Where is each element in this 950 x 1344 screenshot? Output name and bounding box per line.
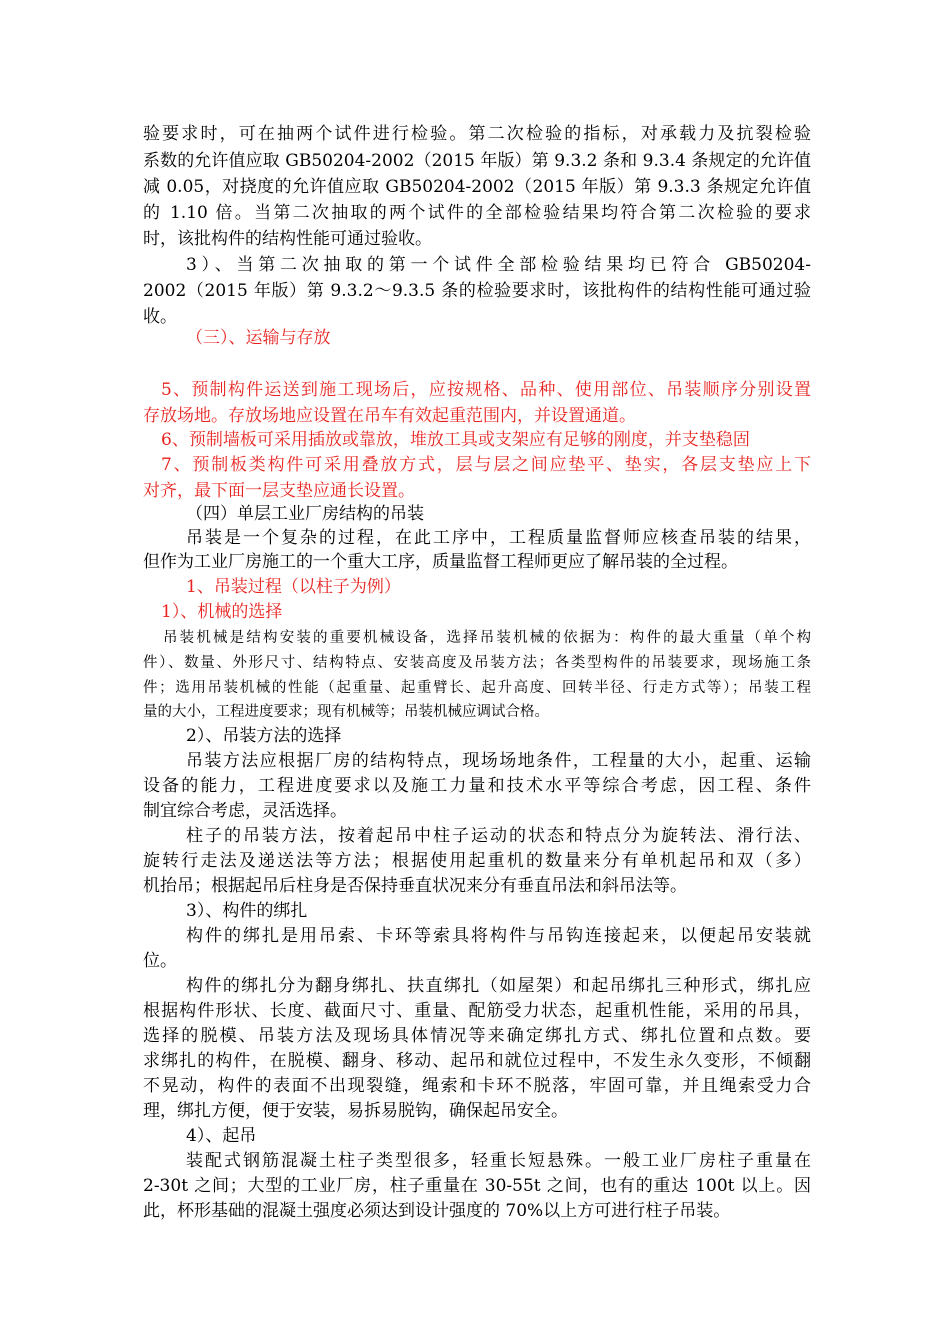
paragraph-line: 选择的脱模、吊装方法及现场具体情况等来确定绑扎方式、绑扎位置和点数。要 <box>143 1026 811 1046</box>
paragraph-line: 吊装方法应根据厂房的结构特点，现场场地条件，工程量的大小，起重、运输 <box>186 751 811 771</box>
paragraph-line: 时，该批构件的结构性能可通过验收。 <box>143 229 432 249</box>
paragraph-line: 系数的允许值应取 GB50204-2002（2015 年版）第 9.3.2 条和 9.3.4 条规定的允许值 <box>143 151 811 171</box>
paragraph-line: 设备的能力，工程进度要求以及施工力量和技术水平等综合考虑，因工程、条件 <box>143 776 811 796</box>
paragraph-line: 2002（2015 年版）第 9.3.2～9.3.5 条的检验要求时，该批构件的结构性能可通过验 <box>143 281 811 301</box>
paragraph-line: 存放场地。存放场地应设置在吊车有效起重范围内，并设置通道。 <box>143 406 636 426</box>
paragraph-line: 3）、当第二次抽取的第一个试件全部检验结果均已符合 GB50204- <box>186 255 811 275</box>
paragraph-line: 减 0.05，对挠度的允许值应取 GB50204-2002（2015 年版）第 9.3.3 条规定允许值 <box>143 177 811 197</box>
paragraph-line: 件；选用吊装机械的性能（起重量、起重臂长、起升高度、回转半径、行走方式等）；吊装工程 <box>143 680 811 696</box>
paragraph-line: 柱子的吊装方法，按着起吊中柱子运动的状态和特点分为旋转法、滑行法、 <box>186 826 811 846</box>
paragraph-line: 机抬吊；根据起吊后柱身是否保持垂直状况来分有垂直吊法和斜吊法等。 <box>143 876 687 896</box>
paragraph-line: 但作为工业厂房施工的一个重大工序，质量监督工程师更应了解吊装的全过程。 <box>143 552 738 572</box>
subheading-hoisting-process: 1、吊装过程（以柱子为例） <box>186 577 401 597</box>
paragraph-line: 装配式钢筋混凝土柱子类型很多，轻重长短悬殊。一般工业厂房柱子重量在 <box>186 1151 811 1171</box>
paragraph-line: 此，杯形基础的混凝土强度必须达到设计强度的 70%以上方可进行柱子吊装。 <box>143 1201 731 1221</box>
paragraph-line: 对齐，最下面一层支垫应通长设置。 <box>143 481 415 501</box>
paragraph-line: 不晃动，构件的表面不出现裂缝，绳索和卡环不脱落，牢固可靠，并且绳索受力合 <box>143 1076 811 1096</box>
paragraph-line: 吊装是一个复杂的过程，在此工序中，工程质量监督师应核查吊装的结果， <box>186 528 811 548</box>
paragraph-line: 求绑扎的构件，在脱模、翻身、移动、起吊和就位过程中，不发生永久变形，不倾翻 <box>143 1051 811 1071</box>
paragraph-line: 的 1.10 倍。当第二次抽取的两个试件的全部检验结果均符合第二次检验的要求 <box>143 203 811 223</box>
paragraph-line: 6、预制墙板可采用插放或靠放，堆放工具或支架应有足够的刚度，并支垫稳固 <box>161 430 750 450</box>
paragraph-line: 理，绑扎方便，便于安装，易拆易脱钩，确保起吊安全。 <box>143 1101 568 1121</box>
section-heading-transport: （三）、运输与存放 <box>186 328 331 348</box>
paragraph-line: 制宜综合考虑，灵活选择。 <box>143 801 347 821</box>
subheading-method-selection: 2）、吊装方法的选择 <box>186 726 342 746</box>
paragraph-line: 位。 <box>143 951 177 971</box>
subheading-lifting: 4）、起吊 <box>186 1126 257 1146</box>
paragraph-line: 5、预制构件运送到施工现场后，应按规格、品种、使用部位、吊装顺序分别设置 <box>161 380 811 400</box>
paragraph-line: 旋转行走法及递送法等方法；根据使用起重机的数量来分有单机起吊和双（多） <box>143 851 811 871</box>
paragraph-line: 收。 <box>143 307 177 327</box>
paragraph-line: 根据构件形状、长度、截面尺寸、重量、配筋受力状态，起重机性能，采用的吊具， <box>143 1001 811 1021</box>
paragraph-line: 量的大小，工程进度要求；现有机械等；吊装机械应调试合格。 <box>143 704 549 720</box>
paragraph-line: 7、预制板类构件可采用叠放方式，层与层之间应垫平、垫实，各层支垫应上下 <box>161 455 811 475</box>
subheading-machine-selection: 1）、机械的选择 <box>161 602 283 622</box>
paragraph-line: 2-30t 之间；大型的工业厂房，柱子重量在 30-55t 之间，也有的重达 100t 以上。因 <box>143 1176 811 1196</box>
paragraph-line: 件）、数量、外形尺寸、结构特点、安装高度及吊装方法；各类型构件的吊装要求，现场施工条 <box>143 655 811 671</box>
paragraph-line: 吊装机械是结构安装的重要机械设备，选择吊装机械的依据为：构件的最大重量（单个构 <box>163 630 811 646</box>
paragraph-line: 构件的绑扎是用吊索、卡环等索具将构件与吊钩连接起来，以便起吊安装就 <box>186 926 811 946</box>
paragraph-line: 验要求时，可在抽两个试件进行检验。第二次检验的指标，对承载力及抗裂检验 <box>143 124 811 144</box>
paragraph-line: 构件的绑扎分为翻身绑扎、扶直绑扎（如屋架）和起吊绑扎三种形式，绑扎应 <box>186 976 811 996</box>
subheading-binding: 3）、构件的绑扎 <box>186 901 308 921</box>
section-heading-hoisting: （四）单层工业厂房结构的吊装 <box>186 504 424 524</box>
